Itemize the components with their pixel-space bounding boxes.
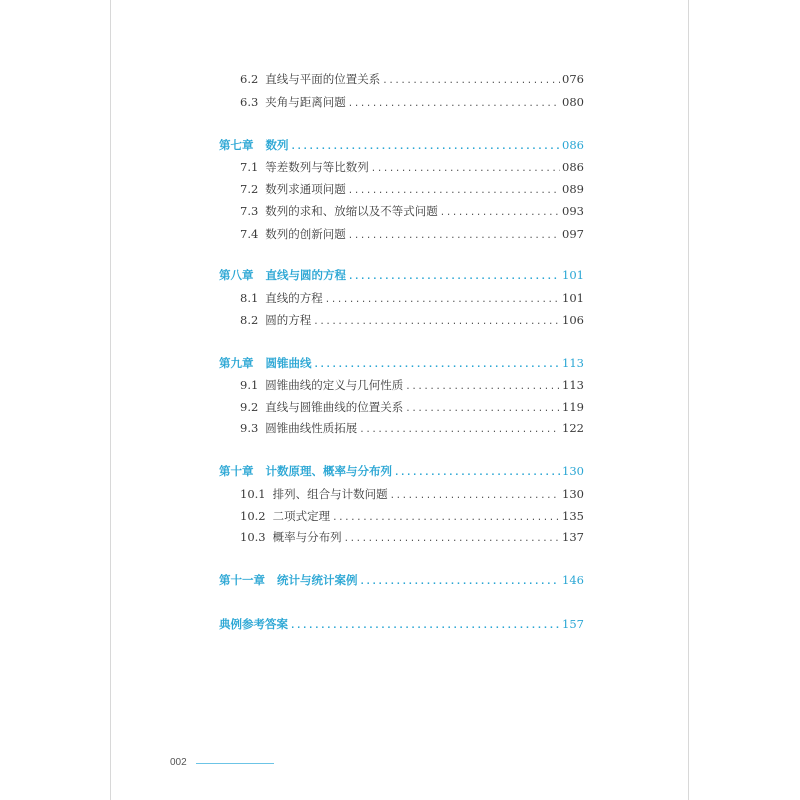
- toc-entry-10-2[interactable]: [240, 509, 584, 525]
- leader-dots: [359, 423, 560, 437]
- section-title: 直线的方程: [265, 291, 323, 305]
- page-number: 089: [562, 182, 584, 196]
- leader-dots: [332, 511, 560, 525]
- section-number: 9.3: [240, 421, 259, 435]
- toc-entry-9-1[interactable]: [240, 378, 584, 394]
- section-title: 概率与分布列: [272, 530, 342, 544]
- chapter-title: 统计与统计案例: [277, 573, 358, 587]
- leader-dots: [440, 206, 560, 220]
- section-title: 数列的创新问题: [265, 227, 346, 241]
- toc-chapter-8[interactable]: [219, 268, 584, 284]
- page-number: 135: [562, 509, 584, 523]
- page-number: 086: [562, 138, 584, 152]
- page-number: 086: [562, 160, 584, 174]
- section-title: 直线与平面的位置关系: [265, 72, 381, 86]
- section-number: 10.2: [240, 509, 266, 523]
- leader-dots: [348, 270, 560, 284]
- chapter-number: 第十一章: [219, 573, 265, 587]
- section-title: 圆锥曲线性质拓展: [265, 421, 358, 435]
- section-number: 7.4: [240, 227, 259, 241]
- page-number: 113: [562, 356, 584, 370]
- leader-dots: [390, 489, 560, 503]
- toc-entry-6-2[interactable]: [240, 72, 584, 88]
- chapter-number: 第八章: [219, 268, 254, 282]
- toc-entry-8-1[interactable]: [240, 291, 584, 307]
- page-number: 101: [562, 268, 584, 282]
- page-number: 106: [562, 313, 584, 327]
- section-title: 夹角与距离问题: [265, 95, 346, 109]
- section-number: 10.3: [240, 530, 266, 544]
- section-number: 6.3: [240, 95, 259, 109]
- section-title: 数列求通项问题: [265, 182, 346, 196]
- section-title: 直线与圆锥曲线的位置关系: [265, 400, 404, 414]
- page-number: 119: [562, 400, 584, 414]
- chapter-title: 直线与圆的方程: [265, 268, 346, 282]
- chapter-number: 第七章: [219, 138, 254, 152]
- page-number: 137: [562, 530, 584, 544]
- leader-dots: [348, 229, 560, 243]
- section-title: 圆的方程: [265, 313, 312, 327]
- section-title: 等差数列与等比数列: [265, 160, 369, 174]
- leader-dots: [291, 140, 561, 154]
- section-number: 9.2: [240, 400, 259, 414]
- section-title: 二项式定理: [272, 509, 331, 523]
- page-number: 101: [562, 291, 584, 305]
- page-number: 130: [562, 464, 584, 478]
- section-number: 8.2: [240, 313, 259, 327]
- section-number: 7.2: [240, 182, 259, 196]
- toc-chapter-10[interactable]: [219, 464, 584, 480]
- leader-dots: [290, 619, 560, 633]
- toc-chapter-9[interactable]: [219, 356, 584, 372]
- toc-answers[interactable]: [219, 617, 584, 633]
- page-number: 076: [562, 72, 584, 86]
- page-number: 146: [562, 573, 584, 587]
- toc-entry-7-2[interactable]: [240, 182, 584, 198]
- leader-dots: [394, 466, 560, 480]
- chapter-number: 第九章: [219, 356, 254, 370]
- page-number: 093: [562, 204, 584, 218]
- toc-entry-6-3[interactable]: [240, 95, 584, 111]
- section-title: 数列的求和、放缩以及不等式问题: [265, 204, 438, 218]
- section-number: 7.3: [240, 204, 259, 218]
- section-title: 圆锥曲线的定义与几何性质: [265, 378, 404, 392]
- footer-rule: [196, 763, 274, 764]
- toc-entry-8-2[interactable]: [240, 313, 584, 329]
- toc-entry-9-2[interactable]: [240, 400, 584, 416]
- leader-dots: [325, 293, 560, 307]
- page-number: 080: [562, 95, 584, 109]
- toc-entry-7-1[interactable]: [240, 160, 584, 176]
- toc-entry-7-4[interactable]: [240, 227, 584, 243]
- leader-dots: [371, 162, 560, 176]
- leader-dots: [382, 74, 560, 88]
- page-number: 113: [562, 378, 584, 392]
- section-number: 10.1: [240, 487, 266, 501]
- leader-dots: [344, 532, 560, 546]
- leader-dots: [314, 358, 561, 372]
- toc-entry-7-3[interactable]: [240, 204, 584, 220]
- section-number: 7.1: [240, 160, 259, 174]
- answers-title: 典例参考答案: [219, 617, 288, 631]
- section-number: 9.1: [240, 378, 259, 392]
- leader-dots: [348, 97, 560, 111]
- chapter-title: 数列: [265, 138, 289, 152]
- leader-dots: [360, 575, 561, 589]
- page-number: 130: [562, 487, 584, 501]
- footer-page-number: 002: [170, 757, 187, 768]
- page-number: 122: [562, 421, 584, 435]
- chapter-number: 第十章: [219, 464, 254, 478]
- chapter-title: 圆锥曲线: [265, 356, 312, 370]
- leader-dots: [313, 315, 560, 329]
- chapter-title: 计数原理、概率与分布列: [265, 464, 392, 478]
- toc-entry-10-3[interactable]: [240, 530, 584, 546]
- leader-dots: [405, 380, 560, 394]
- toc-chapter-7[interactable]: [219, 138, 584, 154]
- toc-entry-9-3[interactable]: [240, 421, 584, 437]
- section-number: 6.2: [240, 72, 259, 86]
- page-number: 097: [562, 227, 584, 241]
- page-number: 157: [562, 617, 584, 631]
- leader-dots: [348, 184, 560, 198]
- toc-chapter-11[interactable]: [219, 573, 584, 589]
- section-title: 排列、组合与计数问题: [272, 487, 388, 501]
- section-number: 8.1: [240, 291, 259, 305]
- toc-entry-10-1[interactable]: [240, 487, 584, 503]
- leader-dots: [405, 402, 560, 416]
